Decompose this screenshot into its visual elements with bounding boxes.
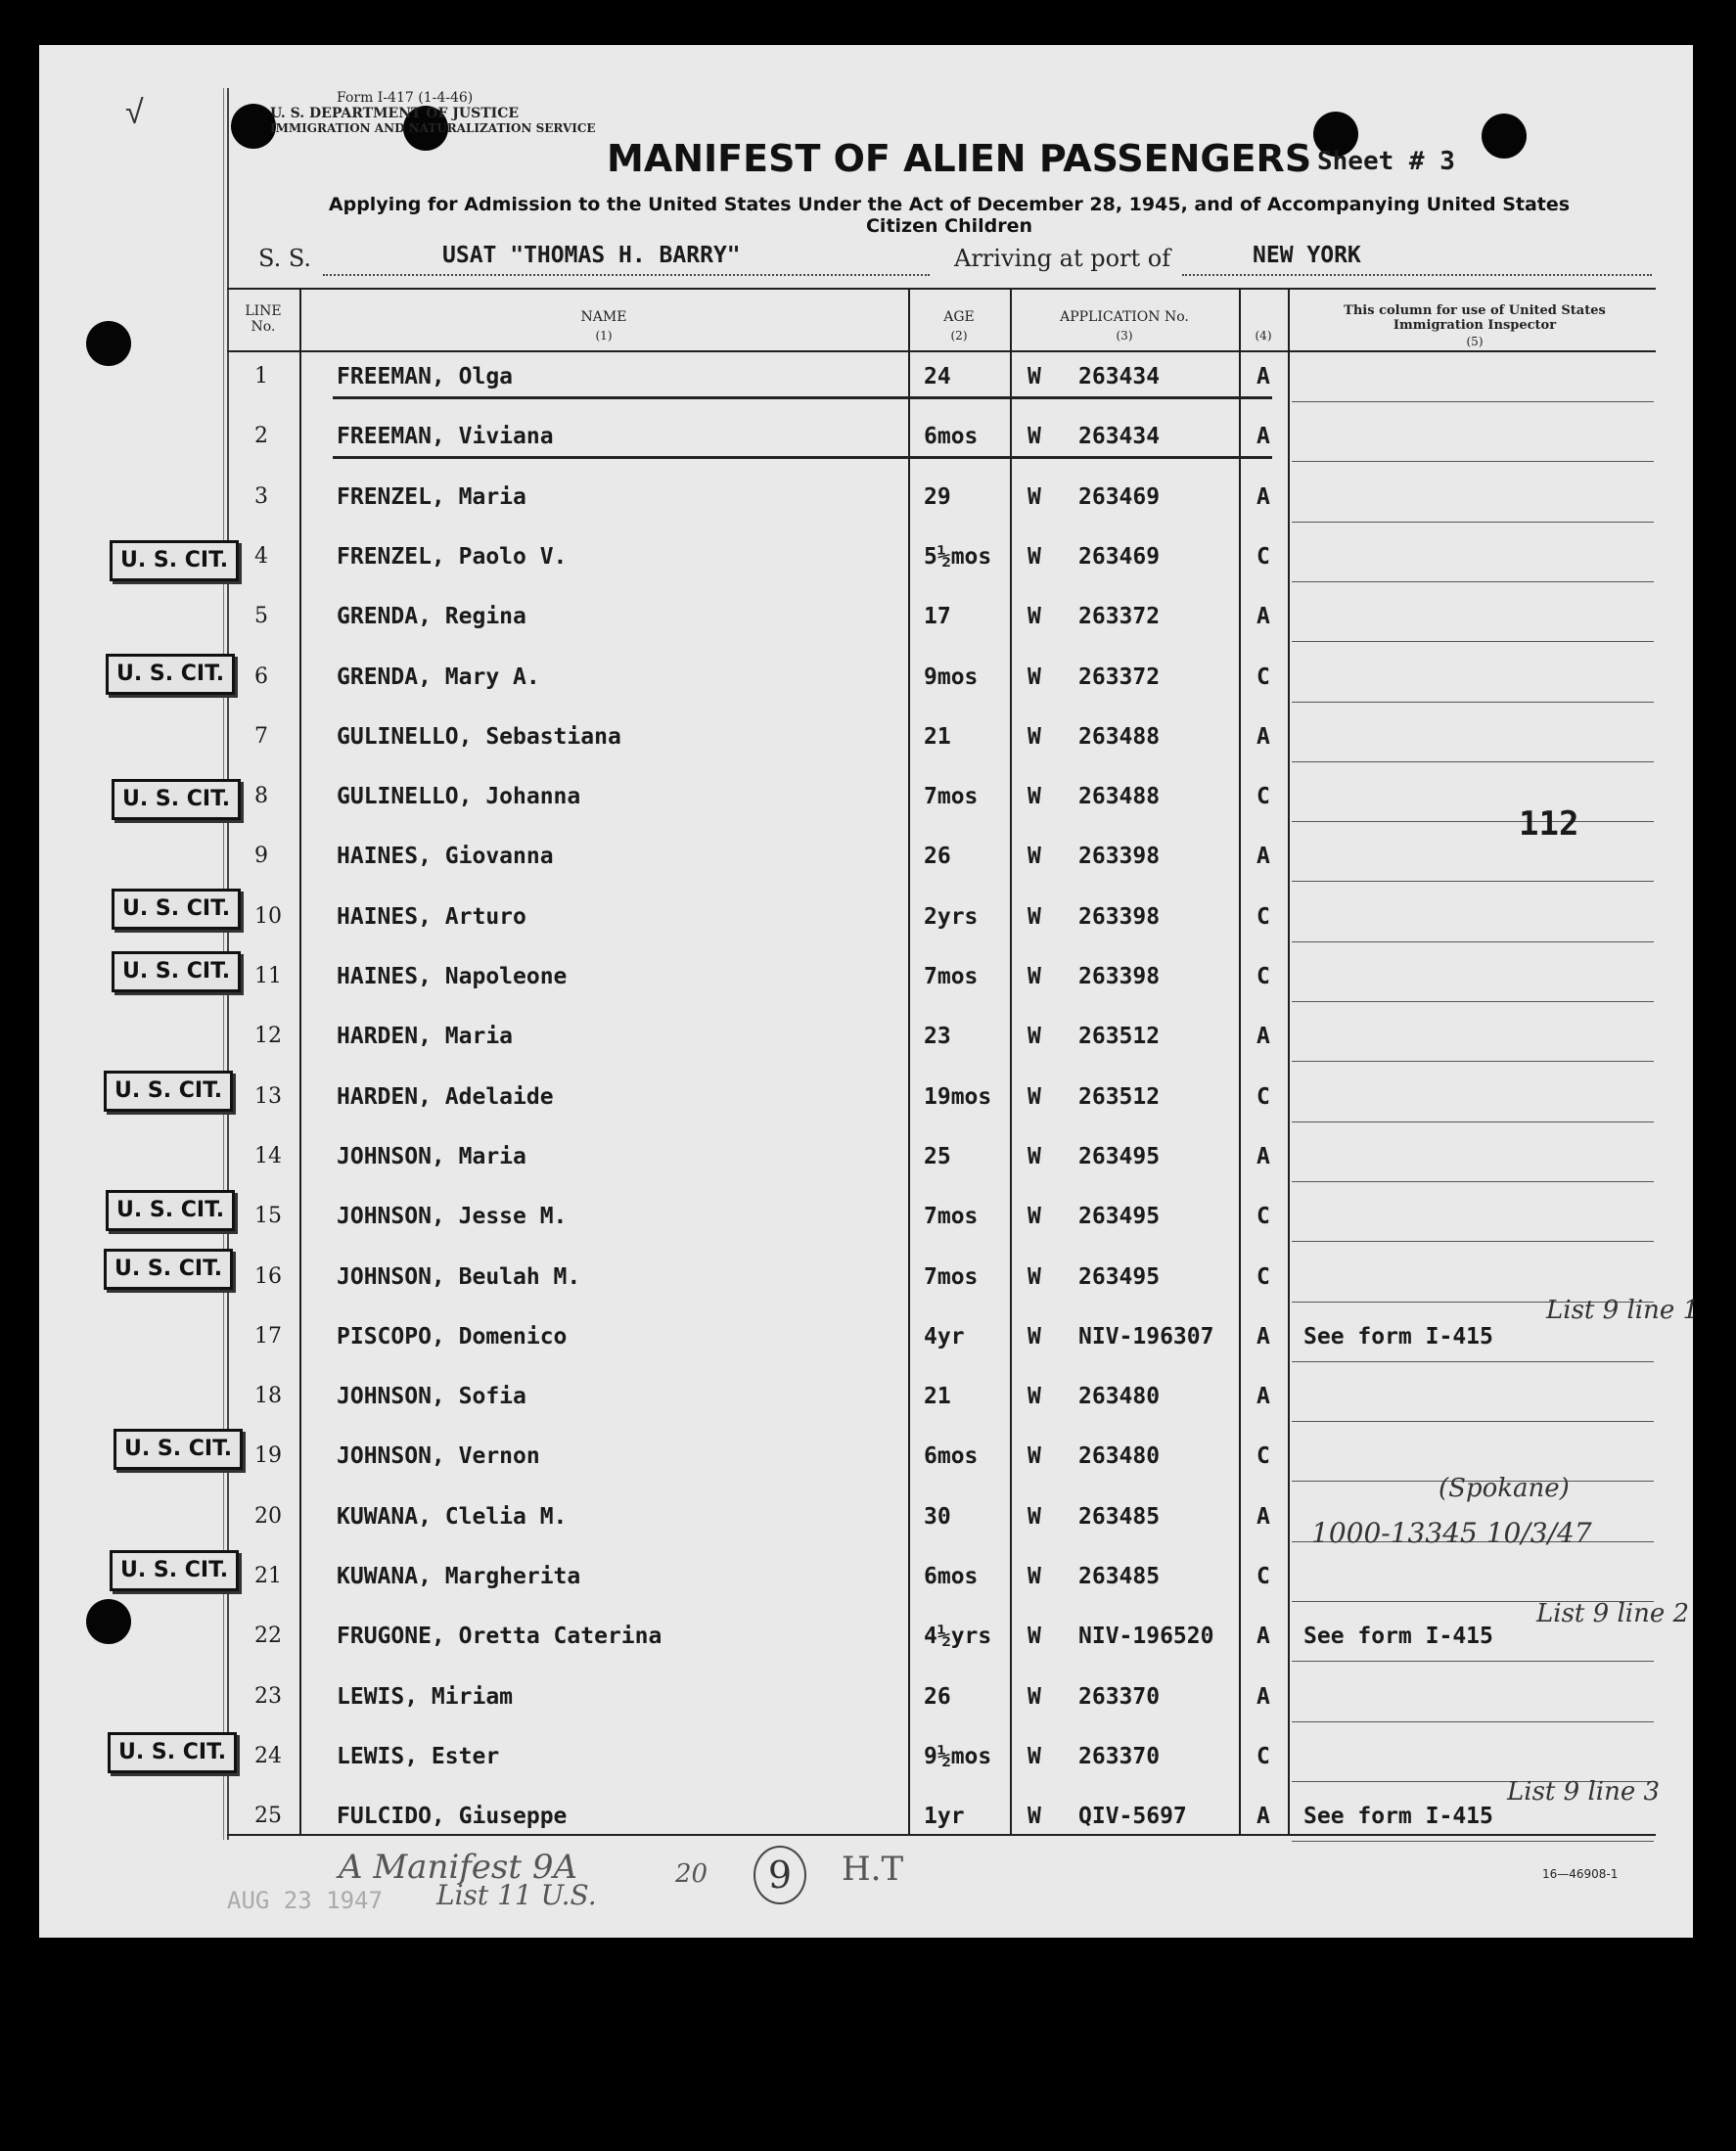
line-number: 4 (254, 544, 268, 569)
passenger-name: JOHNSON, Vernon (337, 1443, 540, 1469)
line-number: 22 (254, 1624, 282, 1648)
class-code: C (1256, 904, 1270, 930)
us-cit-stamp: U. S. CIT. (112, 889, 241, 930)
application-prefix: W (1028, 844, 1041, 869)
line-number: 21 (254, 1564, 282, 1588)
col-header-inspector-num: (5) (1466, 335, 1484, 348)
inspector-column-rule (1292, 1721, 1654, 1722)
application-prefix: W (1028, 664, 1041, 690)
passenger-name: JOHNSON, Sofia (337, 1384, 526, 1409)
passenger-name: GRENDA, Mary A. (337, 664, 540, 690)
application-number: NIV-196520 (1078, 1624, 1214, 1649)
table-row (0, 1138, 1736, 1177)
inspector-note: See form I-415 (1303, 1624, 1493, 1649)
us-cit-stamp: U. S. CIT. (110, 1550, 239, 1591)
passenger-name: KUWANA, Clelia M. (337, 1504, 568, 1530)
line-number: 14 (254, 1144, 282, 1168)
line-number: 19 (254, 1443, 282, 1468)
port-name: NEW YORK (1253, 243, 1361, 268)
table-row (0, 718, 1736, 757)
class-code: A (1256, 424, 1270, 449)
table-row (0, 1618, 1736, 1657)
passenger-name: HARDEN, Maria (337, 1024, 514, 1049)
passenger-age: 23 (924, 1024, 951, 1049)
passenger-age: 29 (924, 484, 951, 510)
passenger-name: LEWIS, Miriam (337, 1684, 514, 1710)
col-header-application: APPLICATION No. (1060, 309, 1189, 325)
application-prefix: W (1028, 1324, 1041, 1350)
line-number: 5 (254, 604, 268, 628)
department: U. S. DEPARTMENT OF JUSTICE (270, 106, 520, 121)
application-prefix: W (1028, 724, 1041, 750)
arriving-label: Arriving at port of (954, 245, 1171, 272)
passenger-age: 30 (924, 1504, 951, 1530)
table-row (0, 1198, 1736, 1237)
col-divider (1239, 288, 1241, 1834)
inspector-column-rule (1292, 1061, 1654, 1062)
table-row (0, 1798, 1736, 1837)
application-prefix: W (1028, 1384, 1041, 1409)
class-code: C (1256, 1443, 1270, 1469)
ship-name: USAT "THOMAS H. BARRY" (442, 243, 741, 268)
passenger-age: 6mos (924, 1564, 979, 1589)
inspector-column-rule (1292, 1001, 1654, 1002)
passenger-name: FRENZEL, Maria (337, 484, 526, 510)
table-row (0, 778, 1736, 817)
inspector-column-rule (1292, 1121, 1654, 1122)
application-number: 263512 (1078, 1084, 1161, 1110)
class-code: C (1256, 544, 1270, 570)
us-cit-stamp: U. S. CIT. (108, 1732, 237, 1773)
inspector-column-rule (1292, 1241, 1654, 1242)
passenger-age: 7mos (924, 784, 979, 809)
application-prefix: W (1028, 784, 1041, 809)
us-cit-stamp: U. S. CIT. (112, 951, 241, 992)
application-number: 263469 (1078, 544, 1161, 570)
passenger-name: JOHNSON, Maria (337, 1144, 526, 1169)
passenger-age: 17 (924, 604, 951, 629)
inspector-column-rule (1292, 401, 1654, 402)
application-number: 263398 (1078, 904, 1161, 930)
line-number: 7 (254, 724, 268, 749)
line-number: 16 (254, 1264, 282, 1289)
inspector-column-rule (1292, 1421, 1654, 1422)
table-row (0, 538, 1736, 577)
inspector-column-rule (1292, 761, 1654, 762)
passenger-age: 5½mos (924, 544, 992, 570)
table-row (0, 418, 1736, 457)
passenger-name: JOHNSON, Beulah M. (337, 1264, 581, 1290)
application-number: 263434 (1078, 364, 1161, 389)
handwritten-file-number: 1000-13345 10/3/47 (1311, 1517, 1592, 1549)
passenger-name: HAINES, Giovanna (337, 844, 554, 869)
application-prefix: W (1028, 1084, 1041, 1110)
date-stamp: AUG 23 1947 (227, 1887, 383, 1914)
table-row (0, 1078, 1736, 1118)
table-row (0, 1259, 1736, 1298)
footer-code: 16—46908-1 (1542, 1867, 1619, 1881)
col-header-inspector: This column for use of United States Immigration Inspector (1344, 303, 1606, 333)
passenger-name: HAINES, Napoleone (337, 964, 568, 989)
class-code: A (1256, 1384, 1270, 1409)
inspector-column-rule (1292, 702, 1654, 703)
line-number: 15 (254, 1204, 282, 1228)
class-code: A (1256, 1324, 1270, 1350)
class-code: A (1256, 364, 1270, 389)
inspector-column-rule (1292, 581, 1654, 582)
passenger-name: PISCOPO, Domenico (337, 1324, 568, 1350)
application-number: 263495 (1078, 1264, 1161, 1290)
count-number: 112 (1519, 804, 1579, 844)
class-code: C (1256, 1264, 1270, 1290)
passenger-age: 21 (924, 724, 951, 750)
application-number: 263469 (1078, 484, 1161, 510)
application-prefix: W (1028, 1504, 1041, 1530)
inspector-column-rule (1292, 941, 1654, 942)
inspector-note: See form I-415 (1303, 1324, 1493, 1350)
punch-hole (1482, 114, 1527, 159)
application-number: 263495 (1078, 1144, 1161, 1169)
application-prefix: W (1028, 1204, 1041, 1229)
handwritten-count: 20 (675, 1859, 708, 1889)
application-number: QIV-5697 (1078, 1804, 1187, 1829)
col-header-name: NAME (580, 309, 627, 325)
application-prefix: W (1028, 1684, 1041, 1710)
inspector-column-rule (1292, 1661, 1654, 1662)
passenger-name: FRENZEL, Paolo V. (337, 544, 568, 570)
inspector-column-rule (1292, 1841, 1654, 1842)
passenger-name: HARDEN, Adelaide (337, 1084, 554, 1110)
application-number: 263485 (1078, 1504, 1161, 1530)
application-prefix: W (1028, 1624, 1041, 1649)
line-number: 10 (254, 904, 282, 929)
class-code: A (1256, 1024, 1270, 1049)
class-code: C (1256, 1204, 1270, 1229)
col-header-name-num: (1) (595, 329, 613, 343)
table-row (0, 838, 1736, 877)
table-header-rule (227, 350, 1656, 352)
checkmark-icon: √ (125, 94, 144, 131)
class-code: A (1256, 724, 1270, 750)
passenger-age: 1yr (924, 1804, 965, 1829)
line-number: 8 (254, 784, 268, 808)
table-row (0, 1558, 1736, 1597)
application-prefix: W (1028, 1564, 1041, 1589)
class-code: A (1256, 484, 1270, 510)
application-prefix: W (1028, 424, 1041, 449)
application-number: NIV-196307 (1078, 1324, 1214, 1350)
table-row (0, 1378, 1736, 1417)
strikethrough (333, 396, 1272, 399)
table-row (0, 958, 1736, 997)
class-code: C (1256, 1084, 1270, 1110)
passenger-age: 4½yrs (924, 1624, 992, 1649)
inspector-column-rule (1292, 1181, 1654, 1182)
page-title: MANIFEST OF ALIEN PASSENGERS (607, 137, 1312, 180)
passenger-age: 7mos (924, 1264, 979, 1290)
application-prefix: W (1028, 904, 1041, 930)
class-code: A (1256, 1624, 1270, 1649)
handwritten-list-ref: List 9 line 2 (1536, 1599, 1690, 1628)
passenger-age: 9½mos (924, 1744, 992, 1769)
inspector-column-rule (1292, 461, 1654, 462)
application-number: 263488 (1078, 724, 1161, 750)
passenger-age: 24 (924, 364, 951, 389)
strikethrough (333, 456, 1272, 459)
application-number: 263370 (1078, 1744, 1161, 1769)
col-header-age: AGE (943, 309, 975, 325)
handwritten-spokane: (Spokane) (1439, 1474, 1570, 1503)
application-prefix: W (1028, 544, 1041, 570)
class-code: A (1256, 1144, 1270, 1169)
passenger-age: 26 (924, 844, 951, 869)
application-number: 263372 (1078, 664, 1161, 690)
table-row (0, 898, 1736, 938)
passenger-age: 21 (924, 1384, 951, 1409)
application-number: 263370 (1078, 1684, 1161, 1710)
passenger-name: FULCIDO, Giuseppe (337, 1804, 568, 1829)
handwritten-list-ref: List 9 line 1 (1546, 1296, 1700, 1325)
table-top-rule (227, 288, 1656, 290)
table-row (0, 1738, 1736, 1777)
table-row (0, 1318, 1736, 1357)
port-dotted-line (1182, 274, 1652, 276)
application-prefix: W (1028, 364, 1041, 389)
us-cit-stamp: U. S. CIT. (112, 779, 241, 820)
passenger-name: GULINELLO, Johanna (337, 784, 581, 809)
table-row (0, 659, 1736, 698)
line-number: 12 (254, 1024, 282, 1048)
line-number: 17 (254, 1324, 282, 1349)
us-cit-stamp: U. S. CIT. (104, 1071, 233, 1112)
line-number: 18 (254, 1384, 282, 1408)
inspector-column-rule (1292, 881, 1654, 882)
line-number: 9 (254, 844, 268, 868)
application-prefix: W (1028, 1264, 1041, 1290)
passenger-age: 6mos (924, 1443, 979, 1469)
application-number: 263434 (1078, 424, 1161, 449)
handwritten-manifest-note: A Manifest 9A (339, 1848, 578, 1887)
inspector-column-rule (1292, 821, 1654, 822)
application-number: 263480 (1078, 1443, 1161, 1469)
application-number: 263495 (1078, 1204, 1161, 1229)
handwritten-initials: H.T (842, 1850, 904, 1889)
line-number: 6 (254, 664, 268, 689)
passenger-age: 7mos (924, 1204, 979, 1229)
col-divider (299, 288, 301, 1834)
application-prefix: W (1028, 484, 1041, 510)
line-number: 1 (254, 364, 268, 389)
line-number: 20 (254, 1504, 282, 1529)
class-code: C (1256, 664, 1270, 690)
class-code: A (1256, 844, 1270, 869)
us-cit-stamp: U. S. CIT. (114, 1429, 243, 1470)
passenger-name: HAINES, Arturo (337, 904, 526, 930)
passenger-name: FREEMAN, Olga (337, 364, 514, 389)
application-number: 263480 (1078, 1384, 1161, 1409)
line-number: 23 (254, 1684, 282, 1709)
application-prefix: W (1028, 1804, 1041, 1829)
inspector-column-rule (1292, 641, 1654, 642)
passenger-name: KUWANA, Margherita (337, 1564, 581, 1589)
service: IMMIGRATION AND NATURALIZATION SERVICE (270, 121, 596, 135)
col-divider (908, 288, 910, 1834)
table-row (0, 598, 1736, 637)
passenger-name: FRUGONE, Oretta Caterina (337, 1624, 662, 1649)
class-code: C (1256, 1744, 1270, 1769)
us-cit-stamp: U. S. CIT. (104, 1249, 233, 1290)
col-divider (1010, 288, 1012, 1834)
sheet-number: Sheet # 3 (1317, 147, 1455, 176)
application-prefix: W (1028, 1024, 1041, 1049)
class-code: C (1256, 1564, 1270, 1589)
passenger-name: GULINELLO, Sebastiana (337, 724, 621, 750)
table-row (0, 1438, 1736, 1477)
application-prefix: W (1028, 1744, 1041, 1769)
passenger-name: GRENDA, Regina (337, 604, 526, 629)
application-number: 263488 (1078, 784, 1161, 809)
line-number: 2 (254, 424, 268, 448)
application-prefix: W (1028, 1443, 1041, 1469)
col-header-4-num: (4) (1255, 329, 1272, 343)
passenger-age: 4yr (924, 1324, 965, 1350)
col-header-application-num: (3) (1116, 329, 1133, 343)
line-number: 25 (254, 1804, 282, 1828)
class-code: A (1256, 604, 1270, 629)
class-code: A (1256, 1504, 1270, 1530)
line-number: 11 (254, 964, 282, 988)
application-prefix: W (1028, 964, 1041, 989)
application-prefix: W (1028, 604, 1041, 629)
circled-number: 9 (754, 1846, 806, 1904)
application-number: 263372 (1078, 604, 1161, 629)
col-divider (1288, 288, 1290, 1834)
us-cit-stamp: U. S. CIT. (106, 1190, 235, 1231)
application-prefix: W (1028, 1144, 1041, 1169)
table-row (0, 1678, 1736, 1717)
form-number: Form I-417 (1-4-46) (337, 90, 474, 106)
passenger-name: JOHNSON, Jesse M. (337, 1204, 568, 1229)
col-header-line: LINE No. (245, 303, 282, 335)
passenger-age: 9mos (924, 664, 979, 690)
application-number: 263398 (1078, 964, 1161, 989)
passenger-age: 2yrs (924, 904, 979, 930)
passenger-age: 7mos (924, 964, 979, 989)
us-cit-stamp: U. S. CIT. (110, 540, 239, 581)
application-number: 263512 (1078, 1024, 1161, 1049)
application-number: 263398 (1078, 844, 1161, 869)
class-code: A (1256, 1804, 1270, 1829)
inspector-column-rule (1292, 1361, 1654, 1362)
table-row (0, 358, 1736, 397)
table-row (0, 1018, 1736, 1057)
passenger-age: 6mos (924, 424, 979, 449)
table-row (0, 479, 1736, 518)
class-code: C (1256, 964, 1270, 989)
us-cit-stamp: U. S. CIT. (106, 654, 235, 695)
line-number: 13 (254, 1084, 282, 1109)
line-number: 3 (254, 484, 268, 509)
application-number: 263485 (1078, 1564, 1161, 1589)
page-subtitle: Applying for Admission to the United States Under the Act of December 28, 1945, and of Accompanying United States Citizen Children (328, 194, 1571, 237)
col-header-age-num: (2) (950, 329, 968, 343)
passenger-age: 19mos (924, 1084, 992, 1110)
inspector-note: See form I-415 (1303, 1804, 1493, 1829)
ss-label: S. S. (258, 245, 312, 272)
handwritten-list-ref: List 9 line 3 (1507, 1777, 1661, 1807)
passenger-age: 25 (924, 1144, 951, 1169)
passenger-name: LEWIS, Ester (337, 1744, 500, 1769)
class-code: A (1256, 1684, 1270, 1710)
passenger-name: FREEMAN, Viviana (337, 424, 554, 449)
class-code: C (1256, 784, 1270, 809)
passenger-age: 26 (924, 1684, 951, 1710)
ship-dotted-line (323, 274, 930, 276)
line-number: 24 (254, 1744, 282, 1768)
handwritten-list-note: List 11 U.S. (436, 1879, 597, 1911)
inspector-column-rule (1292, 522, 1654, 523)
